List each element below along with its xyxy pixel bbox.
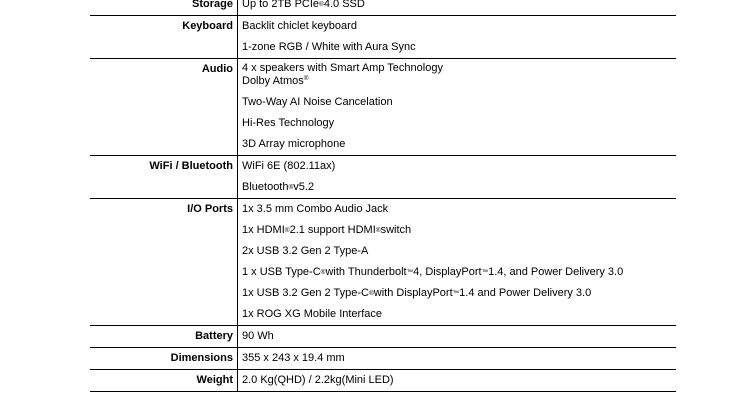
spec-row-wifi-bluetooth xyxy=(90,156,676,199)
row-value: 4 x speakers with Smart Amp Technology xyxy=(242,62,443,74)
row-label: WiFi / Bluetooth xyxy=(90,156,238,198)
row-label: Battery xyxy=(90,326,238,347)
row-label: Storage xyxy=(90,0,238,15)
row-value: Two-Way AI Noise Cancelation xyxy=(242,96,393,108)
row-value: WiFi 6E (802.11ax) xyxy=(242,160,336,172)
row-value: 1x 3.5 mm Combo Audio Jack xyxy=(242,203,389,215)
row-value-block xyxy=(238,59,676,92)
row-value: 355 x 243 x 19.4 mm xyxy=(242,352,345,364)
spec-row-battery xyxy=(90,326,676,348)
row-label: Audio xyxy=(90,59,238,155)
row-value: 2x USB 3.2 Gen 2 Type-A xyxy=(242,245,369,257)
row-label: Weight xyxy=(90,370,238,391)
row-value: 2.0 Kg(QHD) / 2.2kg(Mini LED) xyxy=(242,374,394,386)
spec-row-dimensions xyxy=(90,348,676,370)
row-label: I/O Ports xyxy=(90,199,238,325)
row-value: 1-zone RGB / White with Aura Sync xyxy=(242,41,416,53)
row-label: Dimensions xyxy=(90,348,238,369)
spec-table xyxy=(90,0,676,392)
row-value: 1x USB 3.2 Gen 2 Type-C ® with DisplayPort ™ 1.4 and Power Delivery 3.0 xyxy=(242,287,592,299)
row-value: 1x ROG XG Mobile Interface xyxy=(242,308,382,320)
row-value: 3D Array microphone xyxy=(242,138,346,150)
spec-row-keyboard xyxy=(90,16,676,59)
spec-row-io-ports xyxy=(90,199,676,326)
spec-row-storage xyxy=(90,0,676,16)
spec-row-audio xyxy=(90,59,676,156)
row-value: Hi-Res Technology xyxy=(242,117,335,129)
row-value: 90 Wh xyxy=(242,330,274,342)
row-value: Up to 2TB PCIe ® 4.0 SSD xyxy=(242,0,365,10)
row-value: 1x HDMI ® 2.1 support HDMI ® switch xyxy=(242,224,412,236)
spec-row-weight xyxy=(90,370,676,392)
row-value: Bluetooth ® v5.2 xyxy=(242,181,315,193)
row-value: Backlit chiclet keyboard xyxy=(242,20,357,32)
row-value: 1 x USB Type-C ® with Thunderbolt ™ 4, DisplayPort ™ 1.4, and Power Delivery 3.0 xyxy=(242,266,624,278)
row-value: Dolby Atmos® xyxy=(242,75,309,87)
row-label: Keyboard xyxy=(90,16,238,58)
